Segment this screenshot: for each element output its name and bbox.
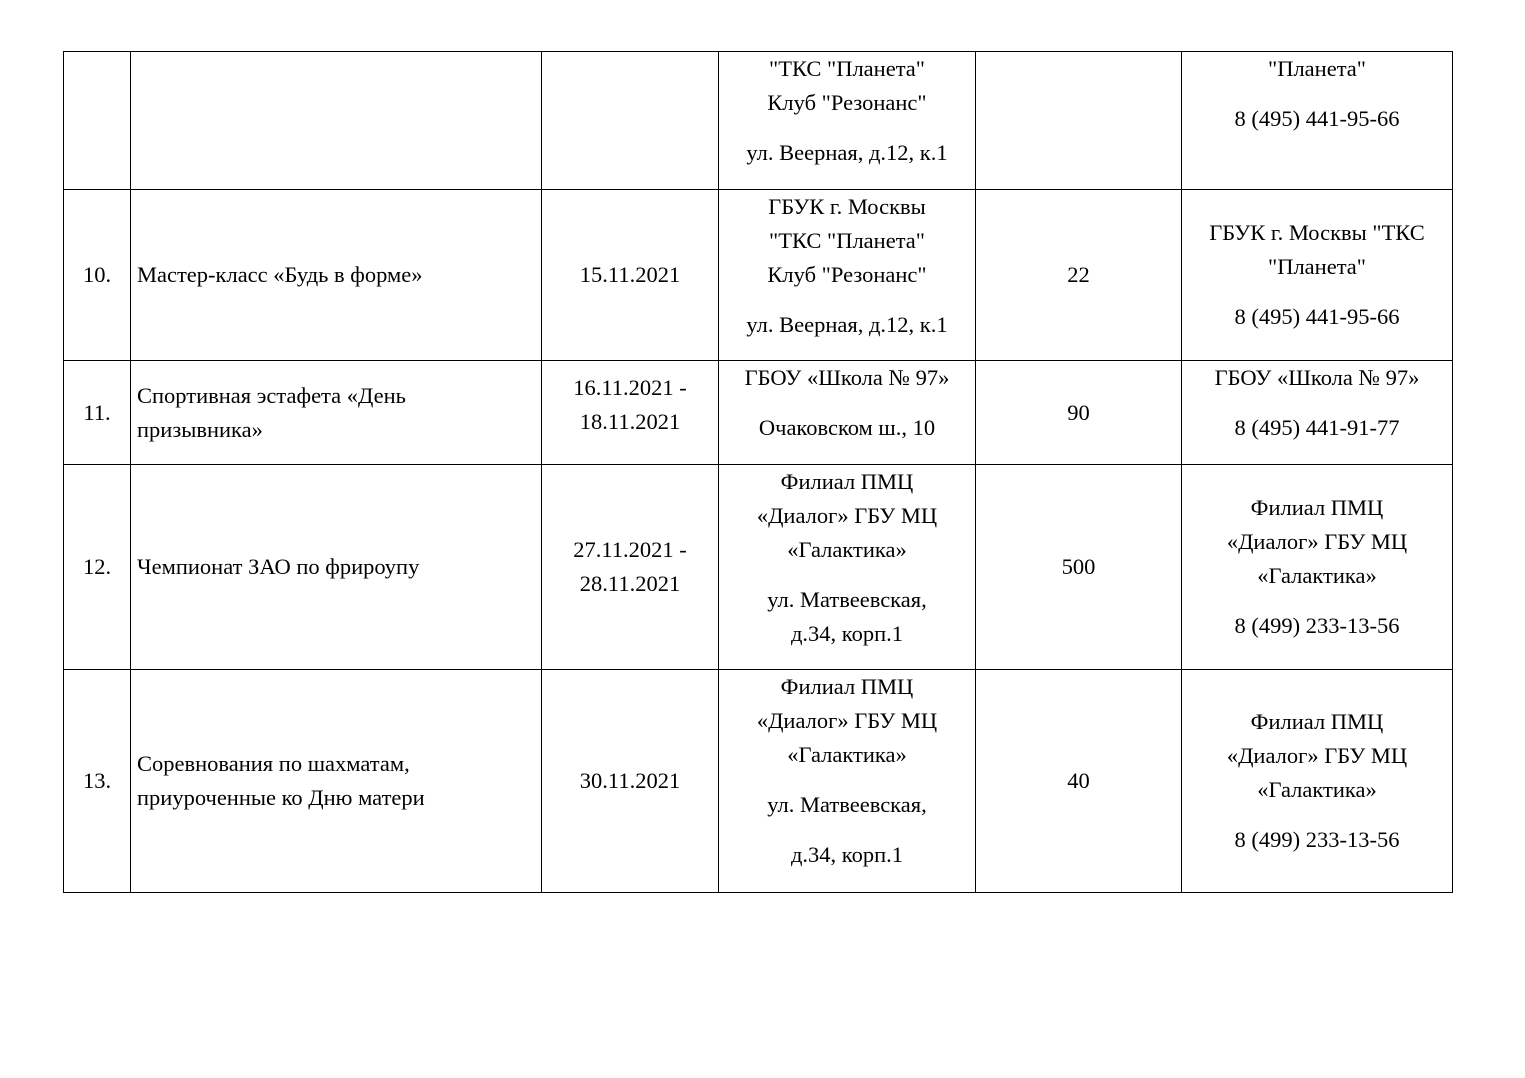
- event-venue: [719, 190, 976, 361]
- table-row: [64, 465, 1453, 670]
- participant-count: [976, 52, 1182, 190]
- table-row: [64, 670, 1453, 893]
- table-row: [64, 190, 1453, 361]
- organizer-phone: 8 (499) 233-13-56: [1234, 613, 1400, 638]
- row-number: 10.: [64, 190, 131, 361]
- event-name: [131, 190, 542, 361]
- venue-address-line: ул. Матвеевская,: [767, 587, 927, 612]
- table-row: [64, 52, 1453, 190]
- organizer: [1182, 670, 1453, 893]
- venue-org-line: "ТКС "Планета": [769, 56, 925, 81]
- event-date-line: 15.11.2021: [579, 262, 681, 287]
- event-name: [131, 52, 542, 190]
- event-date-line: 18.11.2021: [579, 409, 681, 434]
- venue-org-line: «Галактика»: [787, 537, 907, 562]
- event-name: [131, 361, 542, 465]
- venue-org-line: Филиал ПМЦ: [780, 469, 914, 494]
- row-number: [64, 52, 131, 190]
- organizer: [1182, 52, 1453, 190]
- events-table: [63, 51, 1453, 893]
- participant-count: 500: [976, 465, 1182, 670]
- event-name-line: призывника»: [137, 416, 263, 442]
- participant-count: 22: [976, 190, 1182, 361]
- event-date: [542, 670, 719, 893]
- event-name-line: Спортивная эстафета «День: [137, 382, 406, 408]
- organizer-name-line: Филиал ПМЦ: [1250, 495, 1384, 520]
- venue-org-line: «Диалог» ГБУ МЦ: [756, 503, 938, 528]
- organizer-phone: 8 (495) 441-91-77: [1234, 415, 1400, 440]
- organizer-name-line: «Галактика»: [1257, 563, 1377, 588]
- organizer-name-line: «Галактика»: [1257, 777, 1377, 802]
- event-venue: [719, 465, 976, 670]
- event-date-line: 27.11.2021 -: [573, 537, 687, 562]
- organizer-name-line: "Планета": [1268, 254, 1366, 279]
- event-name-line: приуроченные ко Дню матери: [137, 785, 425, 810]
- venue-address-line: д.34, корп.1: [790, 842, 904, 867]
- event-date-line: 28.11.2021: [579, 571, 681, 596]
- event-name-line: Мастер-класс «Будь в форме»: [137, 262, 423, 287]
- venue-address-line: Очаковском ш., 10: [758, 415, 936, 440]
- venue-address-line: ул. Веерная, д.12, к.1: [746, 312, 948, 337]
- venue-org-line: Клуб "Резонанс": [767, 262, 927, 287]
- venue-org-line: ГБУК г. Москвы: [768, 194, 926, 219]
- organizer-phone: 8 (495) 441-95-66: [1234, 304, 1400, 329]
- venue-address-line: ул. Матвеевская,: [767, 792, 927, 817]
- row-number: 11.: [64, 361, 131, 465]
- organizer: [1182, 190, 1453, 361]
- organizer-name-line: Филиал ПМЦ: [1250, 709, 1384, 734]
- event-date: [542, 465, 719, 670]
- event-date-line: 16.11.2021 -: [573, 375, 687, 400]
- event-venue: [719, 52, 976, 190]
- venue-org-line: Филиал ПМЦ: [780, 674, 914, 699]
- event-name: [131, 670, 542, 893]
- venue-org-line: Клуб "Резонанс": [767, 90, 927, 115]
- event-name: [131, 465, 542, 670]
- event-name-line: Чемпионат ЗАО по фрироупу: [137, 554, 420, 579]
- event-venue: [719, 361, 976, 465]
- organizer-name-line: «Диалог» ГБУ МЦ: [1226, 529, 1408, 554]
- organizer-phone: 8 (495) 441-95-66: [1234, 106, 1400, 131]
- organizer: [1182, 465, 1453, 670]
- participant-count: 90: [976, 361, 1182, 465]
- organizer-name-line: ГБУК г. Москвы "ТКС: [1209, 220, 1425, 245]
- organizer-phone: 8 (499) 233-13-56: [1234, 827, 1400, 852]
- event-name-line: Соревнования по шахматам,: [137, 751, 410, 776]
- participant-count: 40: [976, 670, 1182, 893]
- table-row: [64, 361, 1453, 465]
- event-date: [542, 52, 719, 190]
- venue-org-line: ГБОУ «Школа № 97»: [744, 365, 950, 390]
- venue-org-line: "ТКС "Планета": [769, 228, 925, 253]
- event-date: [542, 190, 719, 361]
- venue-address-line: д.34, корп.1: [790, 621, 904, 646]
- venue-address-line: ул. Веерная, д.12, к.1: [746, 140, 948, 165]
- row-number: 13.: [64, 670, 131, 893]
- event-date: [542, 361, 719, 465]
- row-number: 12.: [64, 465, 131, 670]
- event-venue: [719, 670, 976, 893]
- organizer-name-line: «Диалог» ГБУ МЦ: [1226, 743, 1408, 768]
- organizer: [1182, 361, 1453, 465]
- venue-org-line: «Диалог» ГБУ МЦ: [756, 708, 938, 733]
- events-table-body: [64, 52, 1453, 893]
- organizer-name-line: "Планета": [1268, 56, 1366, 81]
- venue-org-line: «Галактика»: [787, 742, 907, 767]
- event-date-line: 30.11.2021: [579, 768, 681, 793]
- organizer-name-line: ГБОУ «Школа № 97»: [1214, 365, 1420, 390]
